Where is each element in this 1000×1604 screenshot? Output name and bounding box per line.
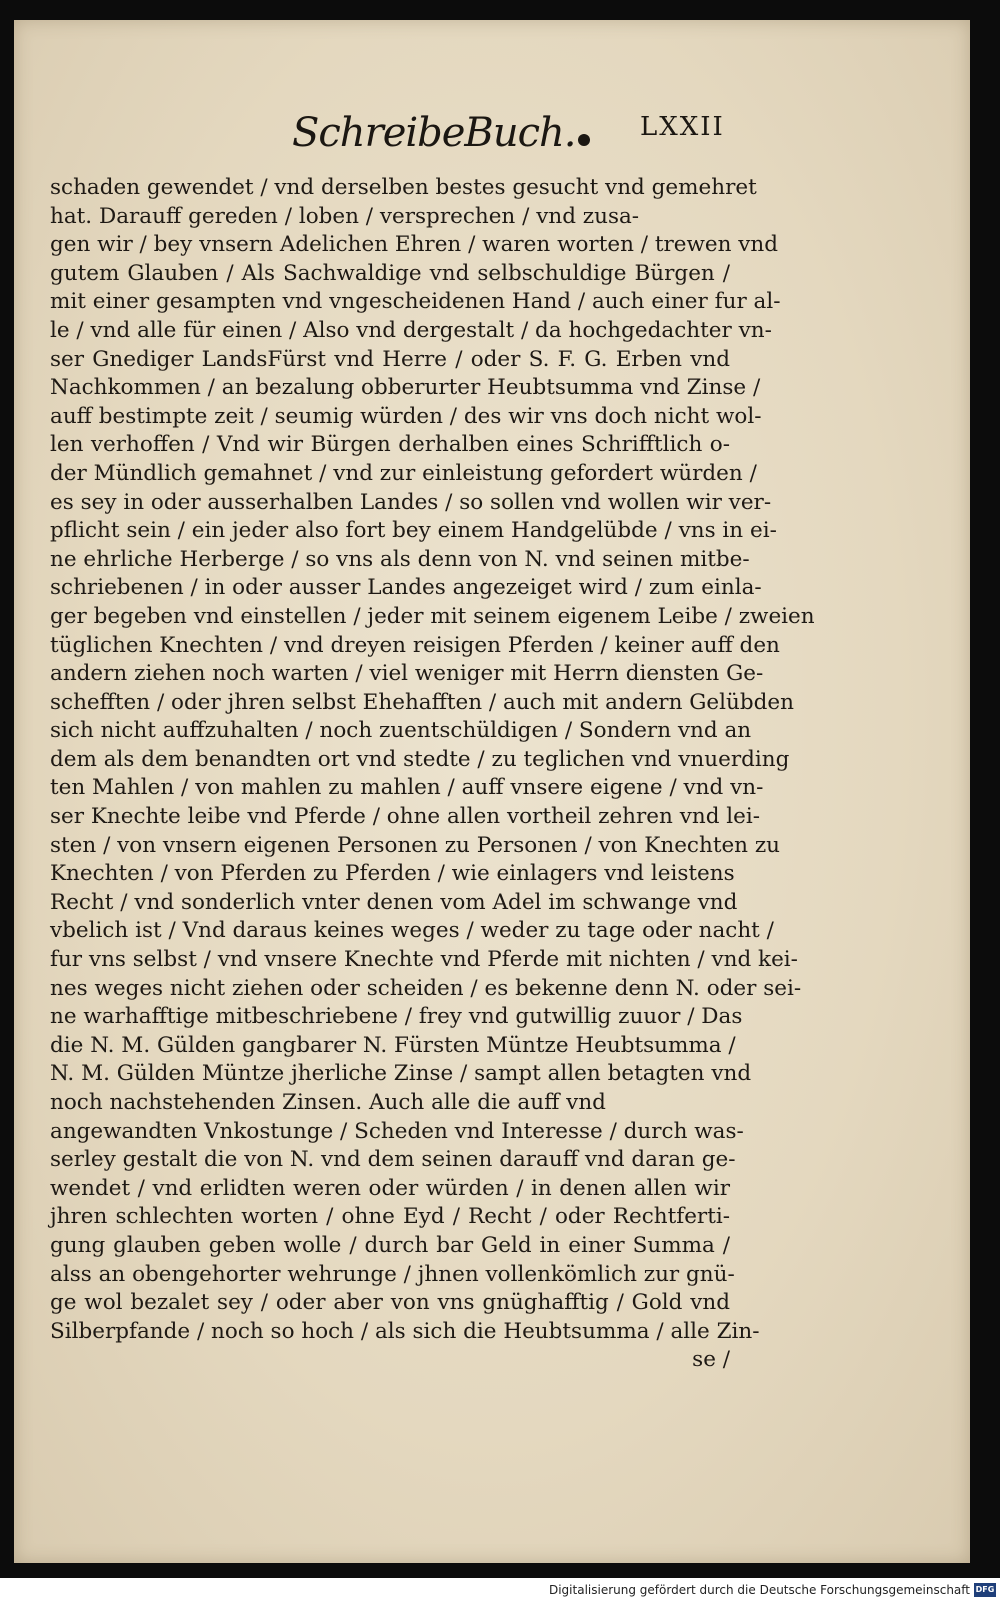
page-header (14, 104, 970, 164)
text-line: vbelich ist / Vnd daraus keines weges / weder zu tage oder nacht / (50, 918, 774, 944)
text-line: die N. M. Gülden gangbarer N. Fürsten Müntze Heubtsumma / (50, 1032, 736, 1058)
text-line: ser Gnediger LandsFürst vnd Herre / oder S. F. G. Erben vnd (50, 346, 730, 372)
text-line: pflicht sein / ein jeder also fort bey einem Handgelübde / vns in ei- (50, 518, 777, 544)
text-line: schaden gewendet / vnd derselben bestes gesucht vnd gemehret (50, 175, 757, 200)
running-title: SchreibeBuch. (292, 110, 576, 156)
text-line: ne warhafftige mitbeschriebene / frey vnd gutwillig zuuor / Das (50, 1004, 743, 1030)
text-line: es sey in oder ausserhalben Landes / so sollen vnd wollen wir ver- (50, 489, 772, 515)
text-line: ser Knechte leibe vnd Pferde / ohne allen vortheil zehren vnd lei- (50, 804, 761, 830)
text-line: andern ziehen noch warten / viel weniger mit Herrn diensten Ge- (50, 661, 764, 687)
text-line: auff bestimpte zeit / seumig würden / des wir vns doch nicht wol- (50, 403, 762, 429)
text-line: noch nachstehenden Zinsen. Auch alle die auff vnd (50, 1090, 606, 1115)
text-line: tüglichen Knechten / vnd dreyen reisigen Pferden / keiner auff den (50, 632, 780, 658)
folio-number: LXXII (640, 112, 725, 142)
text-line: len verhoffen / Vnd wir Bürgen derhalben eines Schrifftlich o- (50, 432, 730, 458)
text-line: nes weges nicht ziehen oder scheiden / es bekenne denn N. oder sei- (50, 975, 802, 1001)
text-line: ge wol bezalet sey / oder aber von vns gnüghafftig / Gold vnd (50, 1290, 730, 1316)
text-line: dem als dem benandten ort vnd stedte / zu teglichen vnd vnuerding (50, 746, 790, 772)
text-line: jhren schlechten worten / ohne Eyd / Recht / oder Rechtferti- (50, 1204, 730, 1230)
text-line: sich nicht auffzuhalten / noch zuentschüldigen / Sondern vnd an (50, 718, 752, 744)
text-line: gen wir / bey vnsern Adelichen Ehren / waren worten / trewen vnd (50, 232, 779, 258)
text-line: N. M. Gülden Müntze jherliche Zinse / sampt allen betagten vnd (50, 1061, 752, 1087)
text-line: gung glauben geben wolle / durch bar Geld in einer Summa / (50, 1232, 730, 1258)
text-line: schriebenen / in oder ausser Landes angezeiget wird / zum einla- (50, 575, 762, 601)
dfg-logo: DFG (974, 1583, 996, 1597)
text-line: angewandten Vnkostunge / Scheden vnd Interesse / durch was- (50, 1118, 744, 1144)
text-line: sten / von vnsern eigenen Personen zu Personen / von Knechten zu (50, 832, 781, 858)
text-line: gutem Glauben / Als Sachwaldige vnd selbschuldige Bürgen / (50, 260, 730, 286)
text-line: ne ehrliche Herberge / so vns als denn von N. vnd seinen mitbe- (50, 546, 750, 572)
text-line: ten Mahlen / von mahlen zu mahlen / auff vnsere eigene / vnd vn- (50, 775, 764, 801)
book-page (14, 20, 970, 1563)
text-line: fur vns selbst / vnd vnsere Knechte vnd Pferde mit nichten / vnd kei- (50, 947, 798, 973)
text-line: le / vnd alle für einen / Also vnd dergestalt / da hochgedachter vn- (50, 317, 772, 343)
text-line: Recht / vnd sonderlich vnter denen vom Adel im schwange vnd (50, 889, 738, 915)
ink-dot (578, 134, 590, 146)
text-line: alss an obengehorter wehrunge / jhnen vollenkömlich zur gnü- (50, 1261, 735, 1287)
text-line: schefften / oder jhren selbst Ehehafften / auch mit andern Gelübden (50, 689, 794, 715)
body-text (50, 174, 815, 1375)
text-line: wendet / vnd erlidten weren oder würden / in denen allen wir (50, 1175, 730, 1201)
text-line: Nachkommen / an bezalung obberurter Heubtsumma vnd Zinse / (50, 375, 761, 401)
text-line: mit einer gesampten vnd vngescheidenen Hand / auch einer fur al- (50, 289, 781, 315)
text-line: serley gestalt die von N. vnd dem seinen darauff vnd daran ge- (50, 1147, 736, 1173)
text-line: hat. Darauff gereden / loben / versprechen / vnd zusa- (50, 203, 640, 229)
text-line: Silberpfande / noch so hoch / als sich die Heubtsumma / alle Zin- (50, 1318, 760, 1344)
catchword: se / (692, 1347, 730, 1373)
funding-credit: Digitalisierung gefördert durch die Deutsche Forschungsgemeinschaft (548, 1583, 970, 1597)
footer-bar (0, 1578, 1000, 1604)
text-line: Knechten / von Pferden zu Pferden / wie einlagers vnd leistens (50, 861, 735, 887)
text-line: der Mündlich gemahnet / vnd zur einleistung gefordert würden / (50, 460, 757, 486)
text-line: ger begeben vnd einstellen / jeder mit seinem eigenem Leibe / zweien (50, 603, 815, 629)
